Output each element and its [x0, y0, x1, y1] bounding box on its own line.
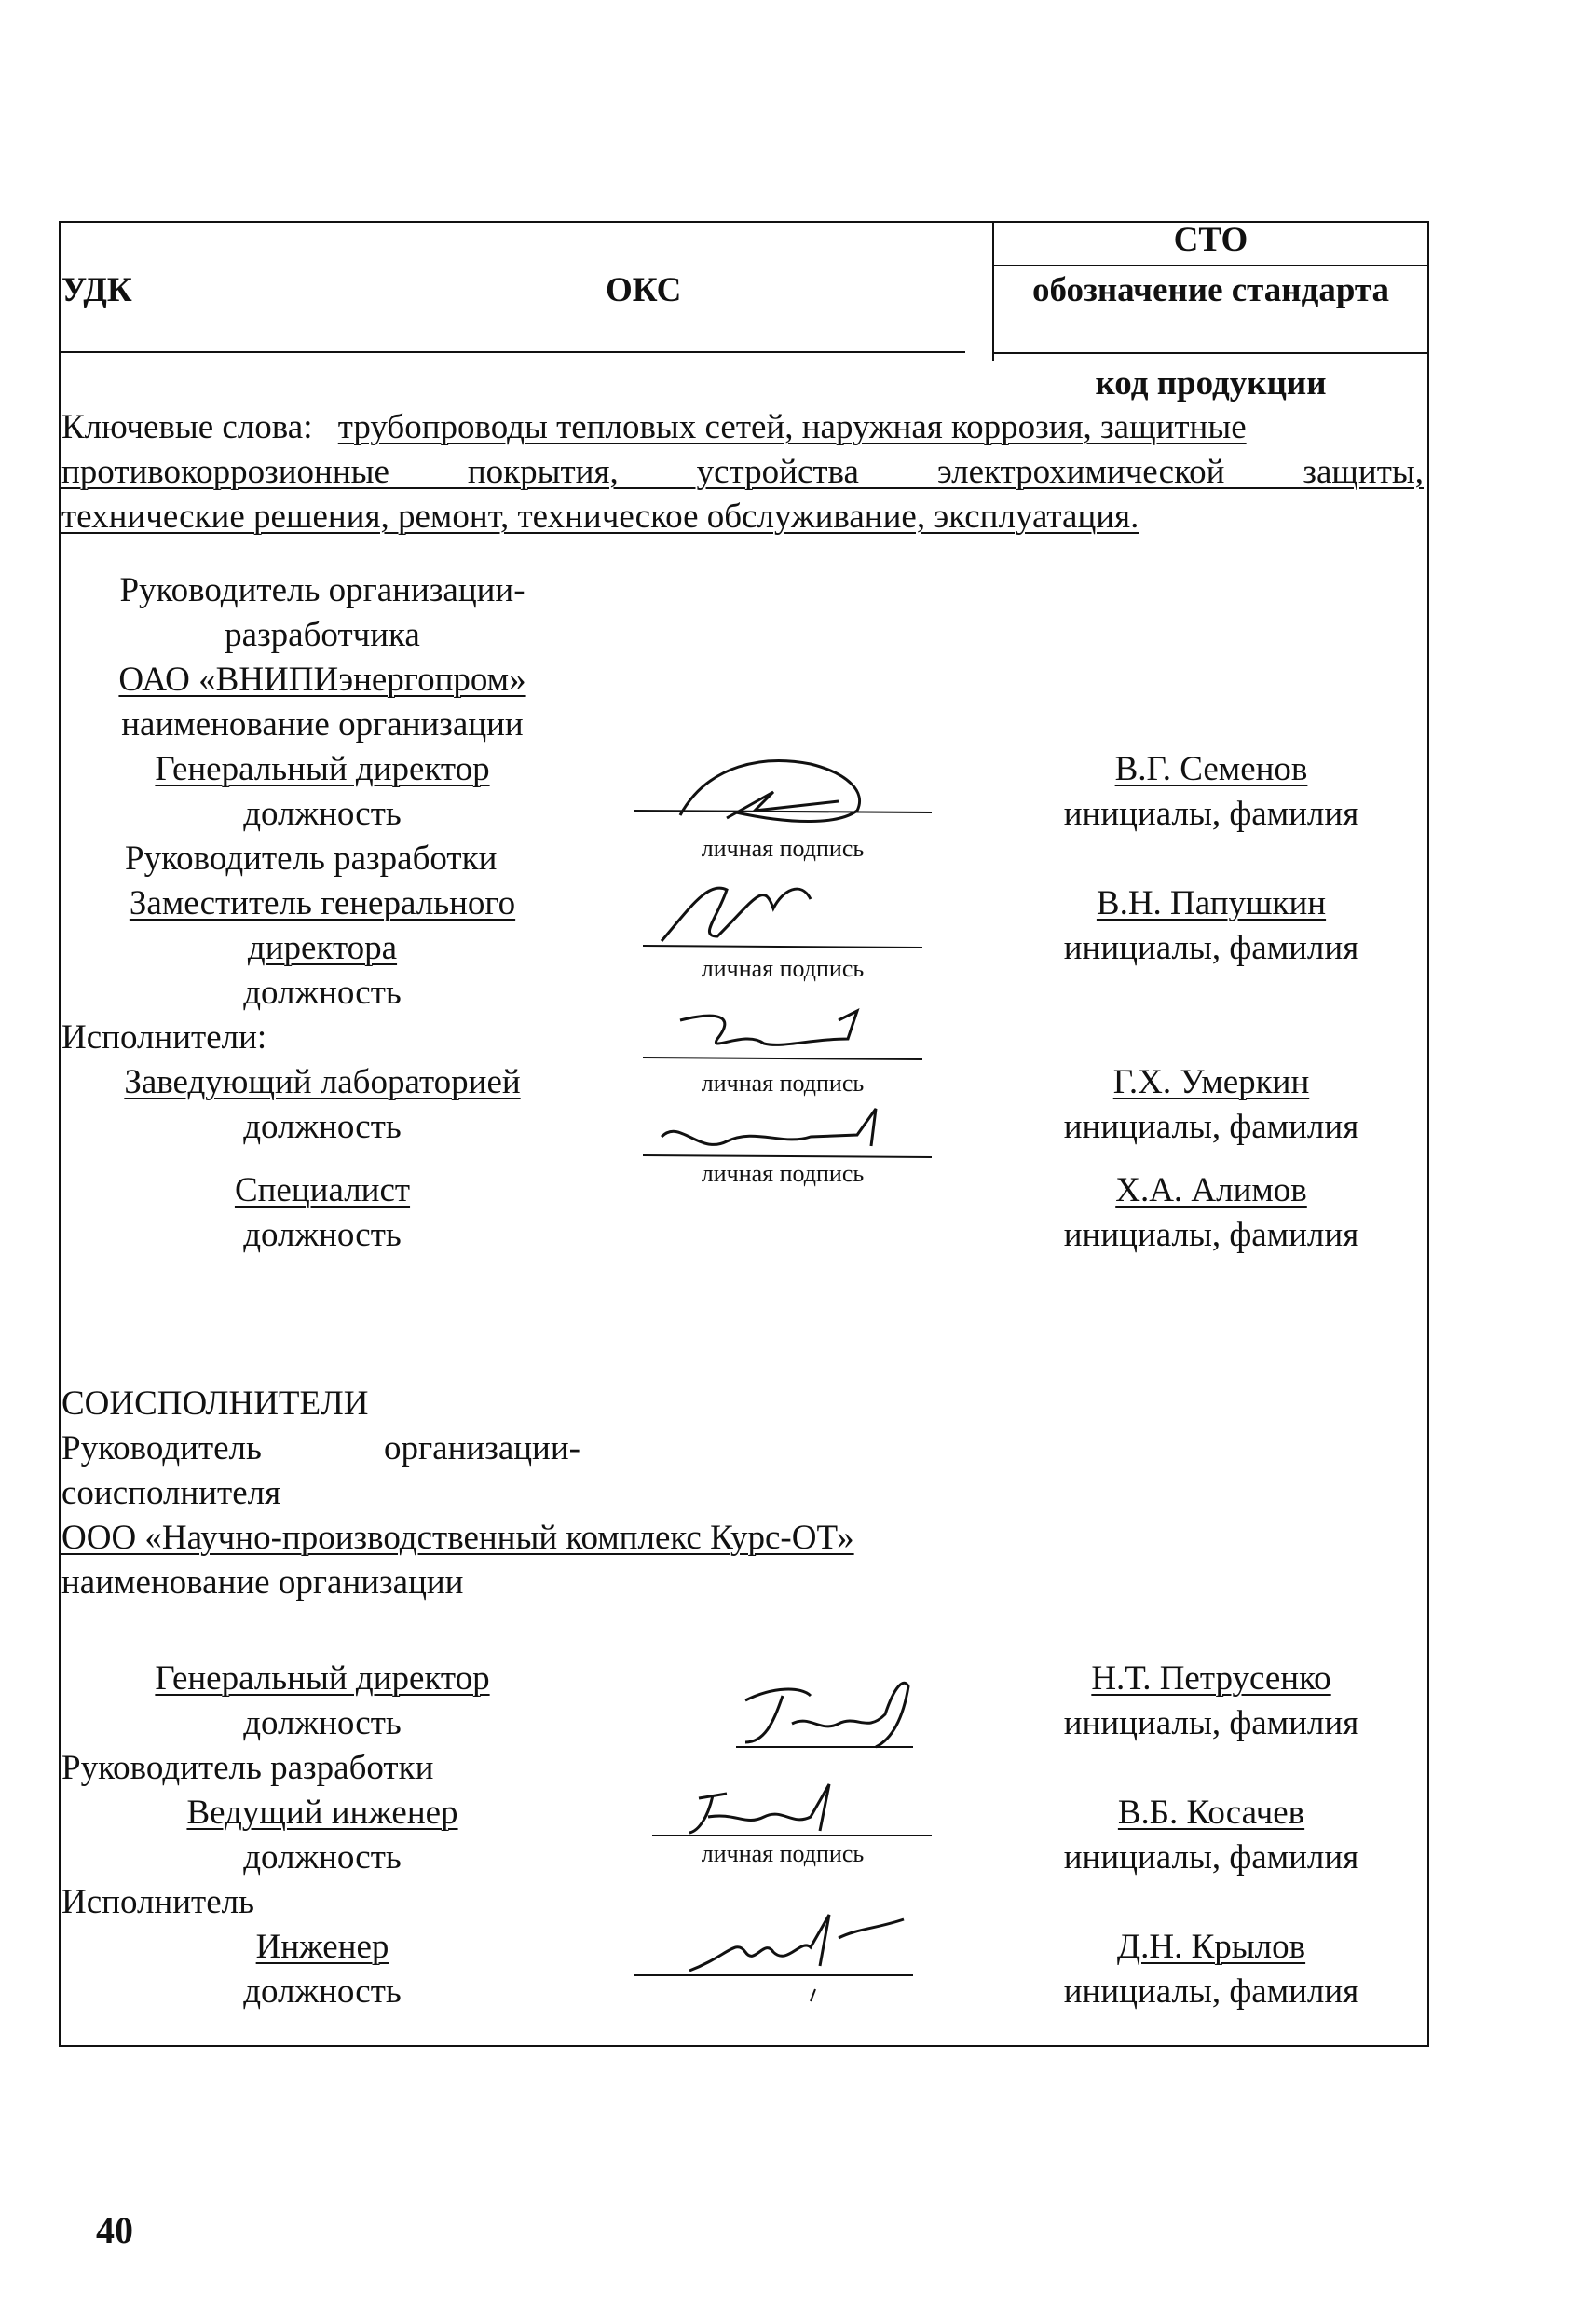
name-umerkin: Г.Х. Умеркин [1112, 1063, 1310, 1101]
developer-head-title-2: разработчика [225, 616, 420, 654]
name-caption: инициалы, фамилия [1063, 1704, 1359, 1742]
signature-petrusenko [717, 1668, 922, 1756]
sto-underline [992, 265, 1429, 266]
name-caption: инициалы, фамилия [1063, 1108, 1359, 1146]
position-general-director: Генеральный директор [155, 750, 490, 788]
keywords-line-1 [61, 405, 1424, 450]
keywords-block [61, 405, 1424, 539]
name-caption: инициалы, фамилия [1063, 1216, 1359, 1254]
signature-caption-4: личная подпись [701, 1160, 865, 1187]
co-position-general-director: Генеральный директор [155, 1659, 490, 1698]
position-caption: должность [243, 1972, 402, 2011]
position-caption: должность [243, 974, 402, 1012]
sto-label: СТО [1173, 221, 1248, 259]
signature-caption-co: личная подпись [701, 1840, 865, 1867]
co-executor-org-caption: наименование организации [61, 1563, 464, 1602]
position-caption: должность [243, 1216, 402, 1254]
role-executors: Исполнители: [61, 1018, 267, 1057]
keywords-text-1: трубопроводы тепловых сетей, наружная коррозия, защитные [337, 408, 1247, 446]
role-lead-developer: Руководитель разработки [125, 839, 498, 878]
standard-designation: обозначение стандарта [1031, 271, 1390, 309]
name-alimov: Х.А. Алимов [1115, 1171, 1307, 1209]
co-role-executor: Исполнитель [61, 1883, 254, 1921]
header-divider-horizontal [992, 352, 1429, 354]
oks-label: ОКС [606, 271, 682, 309]
position-specialist: Специалист [234, 1171, 411, 1209]
signature-papushkin [624, 862, 941, 955]
name-kosachev: В.Б. Косачев [1117, 1794, 1305, 1832]
name-caption: инициалы, фамилия [1063, 795, 1359, 833]
signature-caption-1: личная подпись [701, 835, 865, 862]
name-krylov: Д.Н. Крылов [1116, 1928, 1306, 1966]
keywords-line-3: технические решения, ремонт, техническое обслуживание, эксплуатация. [61, 498, 1139, 536]
name-caption: инициалы, фамилия [1063, 1972, 1359, 2011]
position-lab-head: Заведующий лабораторией [124, 1063, 521, 1101]
keywords-line-2: противокоррозионные покрытия, устройства электрохимической защиты, [61, 453, 1424, 491]
co-position-lead-engineer: Ведущий инженер [186, 1794, 458, 1832]
product-code: код продукции [1095, 364, 1327, 403]
udk-oks-rule [61, 351, 965, 353]
co-executors-heading: СОИСПОЛНИТЕЛИ [61, 1385, 369, 1423]
position-caption: должность [243, 1838, 402, 1876]
udk-label: УДК [61, 271, 132, 309]
name-papushkin: В.Н. Папушкин [1096, 884, 1327, 922]
co-executor-head-title-2: соисполнителя [61, 1474, 281, 1512]
co-executor-head-title-1b: организации- [384, 1429, 580, 1467]
name-caption: инициалы, фамилия [1063, 929, 1359, 967]
developer-org-caption: наименование организации [121, 705, 524, 744]
co-executor-head-title-1a: Руководитель [61, 1429, 262, 1467]
co-position-engineer: Инженер [255, 1928, 389, 1966]
page-number: 40 [96, 2209, 133, 2251]
position-deputy-director-line1: Заместитель генерального [129, 884, 516, 922]
name-semenov: В.Г. Семенов [1114, 750, 1308, 788]
signature-alimov [624, 1099, 941, 1165]
position-caption: должность [243, 1704, 402, 1742]
signature-krylov [624, 1901, 960, 2003]
keywords-label: Ключевые слова: [61, 408, 313, 446]
name-petrusenko: Н.Т. Петрусенко [1091, 1659, 1331, 1698]
position-caption: должность [243, 795, 402, 833]
signature-caption-2: личная подпись [701, 955, 865, 982]
co-role-lead-developer: Руководитель разработки [61, 1749, 434, 1787]
signature-umerkin [624, 1002, 941, 1067]
name-caption: инициалы, фамилия [1063, 1838, 1359, 1876]
signature-caption-3: личная подпись [701, 1070, 865, 1097]
position-caption: должность [243, 1108, 402, 1146]
co-executor-org-name: ООО «Научно-производственный комплекс Курс-ОТ» [61, 1519, 854, 1557]
developer-org-name: ОАО «ВНИПИэнергопром» [118, 661, 526, 699]
developer-head-title-1: Руководитель организации- [119, 571, 525, 609]
position-deputy-director-line2: директора [247, 929, 398, 967]
signature-kosachev [643, 1775, 941, 1845]
signature-semenov [624, 745, 941, 834]
